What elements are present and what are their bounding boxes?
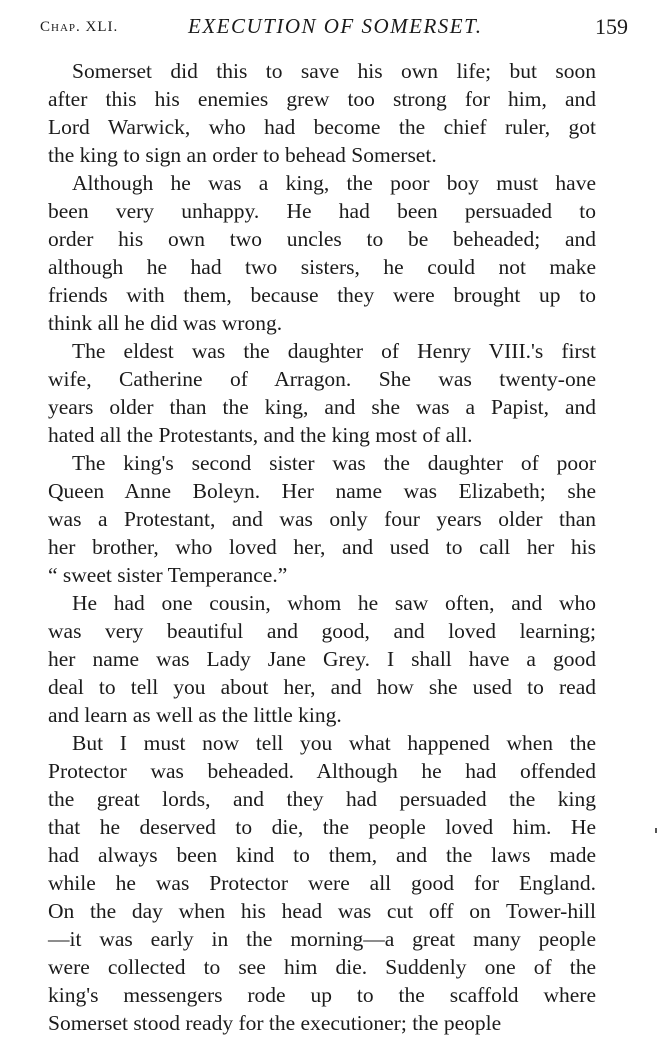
text-line: the great lords, and they had persuaded the king <box>48 787 596 811</box>
text-line: that he deserved to die, the people loved him. He <box>48 815 596 839</box>
text-line: been very unhappy. He had been persuaded to <box>48 199 596 223</box>
text-line: order his own two uncles to be beheaded; and <box>48 227 596 251</box>
text-line: But I must now tell you what happened when the <box>72 731 596 755</box>
text-line: The king's second sister was the daughter of poor <box>72 451 596 475</box>
text-line: her brother, who loved her, and used to call her his <box>48 535 596 559</box>
running-header <box>40 10 628 50</box>
text-line: “ sweet sister Temperance.” <box>48 563 288 587</box>
text-line: and learn as well as the little king. <box>48 703 342 727</box>
paragraph <box>48 169 596 337</box>
text-line: while he was Protector were all good for England. <box>48 871 596 895</box>
text-line: was a Protestant, and was only four years older than <box>48 507 596 531</box>
running-title: EXECUTION OF SOMERSET. <box>188 14 483 38</box>
text-line: think all he did was wrong. <box>48 311 283 335</box>
text-line: after this his enemies grew too strong for him, and <box>48 87 596 111</box>
text-line: years older than the king, and she was a Papist, and <box>48 395 596 419</box>
text-line: her name was Lady Jane Grey. I shall have a good <box>48 647 596 671</box>
text-line: Queen Anne Boleyn. Her name was Elizabeth; she <box>48 479 596 503</box>
text-line: —it was early in the morning—a great many people <box>48 927 596 951</box>
text-line: were collected to see him die. Suddenly one of the <box>48 955 596 979</box>
text-line: although he had two sisters, he could not make <box>48 255 596 279</box>
text-line: He had one cousin, whom he saw often, and who <box>72 591 596 615</box>
paragraph <box>48 449 596 589</box>
text-line: friends with them, because they were brought up to <box>48 283 596 307</box>
text-line: the king to sign an order to behead Somerset. <box>48 143 437 167</box>
paragraph <box>48 729 596 1037</box>
text-line: Somerset did this to save his own life; but soon <box>72 59 596 83</box>
text-line: had always been kind to them, and the laws made <box>48 843 596 867</box>
text-line: was very beautiful and good, and loved learning; <box>48 619 596 643</box>
text-line: deal to tell you about her, and how she used to read <box>48 675 596 699</box>
text-line: Although he was a king, the poor boy must have <box>72 171 596 195</box>
paragraph <box>48 57 596 169</box>
paragraph <box>48 337 596 449</box>
text-line: hated all the Protestants, and the king most of all. <box>48 423 473 447</box>
text-line: king's messengers rode up to the scaffold where <box>48 983 596 1007</box>
chapter-label: Chap. XLI. <box>40 19 119 35</box>
text-line: wife, Catherine of Arragon. She was twenty-one <box>48 367 596 391</box>
page-number: 159 <box>595 14 628 39</box>
page-body-text <box>48 57 596 1037</box>
text-line: Lord Warwick, who had become the chief ruler, got <box>48 115 596 139</box>
text-line: On the day when his head was cut off on Tower-hill <box>48 899 596 923</box>
text-line: Protector was beheaded. Although he had offended <box>48 759 596 783</box>
text-line: Somerset stood ready for the executioner; the people <box>48 1011 502 1035</box>
print-speck <box>655 828 657 833</box>
text-line: The eldest was the daughter of Henry VIII.'s first <box>72 339 596 363</box>
paragraph <box>48 589 596 729</box>
